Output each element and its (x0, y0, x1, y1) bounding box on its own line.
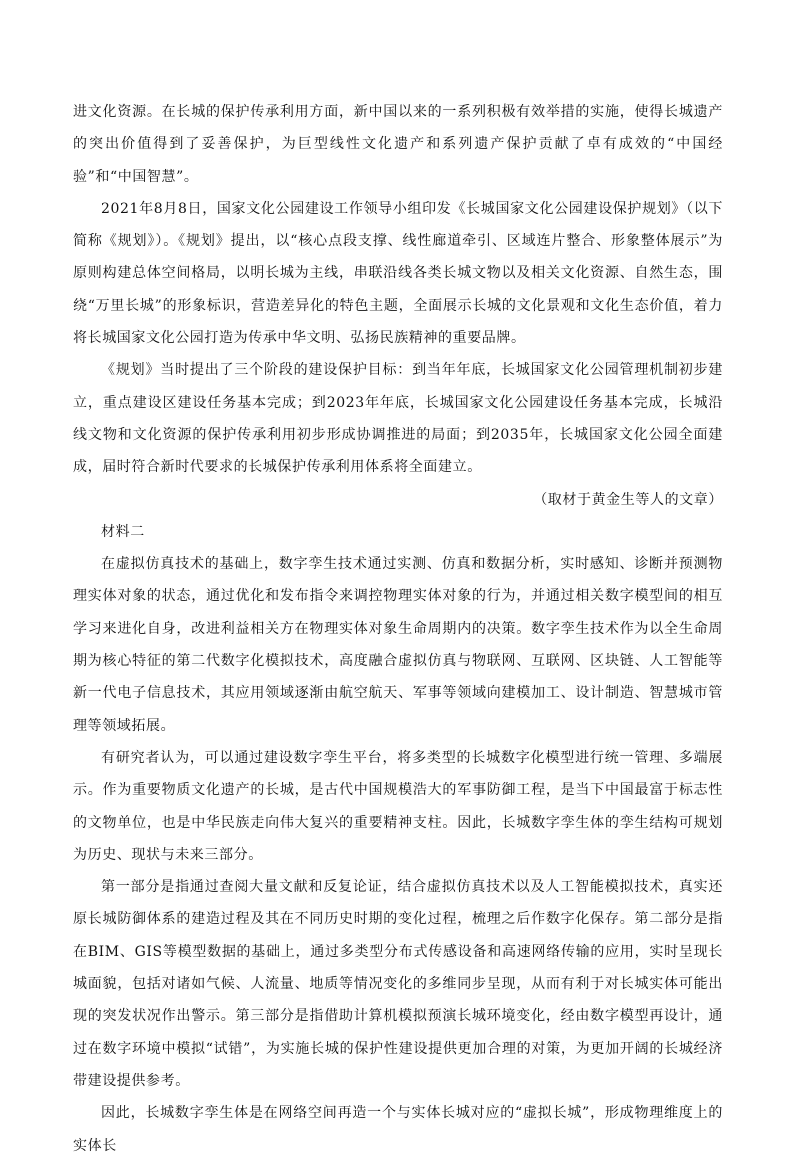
paragraph-digital-twin-tech: 在虚拟仿真技术的基础上，数字孪生技术通过实测、仿真和数据分析，实时感知、诊断并预测物理实体对象的状态，通过优化和发布指令来调控物理实体对象的行为，并通过相关数字模型间的相互学习来进化自身，改进利益相关方在物理实体对象生命周期内的决策。数字孪生技术作为以全生命周期为核心特征的第二代数字化模拟技术，高度融合虚拟仿真与物联网、互联网、区块链、人工智能等新一代电子信息技术，其应用领域逐渐由航空航天、军事等领域向建模加工、设计制造、智慧城市管理等领域拓展。 (73, 556, 723, 734)
paragraph-digital-twin-platform: 有研究者认为，可以通过建设数字孪生平台，将多类型的长城数字化模型进行统一管理、多端展示。作为重要物质文化遗产的长城，是古代中国规模浩大的军事防御工程，是当下中国最富于标志性的文物单位，也是中华民族走向伟大复兴的重要精神支柱。因此，长城数字孪生体的孪生结构可规划为历史、现状与未来三部分。 (73, 749, 723, 863)
paragraph-continued: 进文化资源。在长城的保护传承利用方面，新中国以来的一系列积极有效举措的实施，使得长城遗产的突出价值得到了妥善保护，为巨型线性文化遗产和系列遗产保护贡献了卓有成效的“中国经验”和“中国智慧”。 (73, 104, 723, 185)
paragraph-plan-issued: 2021年8月8日，国家文化公园建设工作领导小组印发《长城国家文化公园建设保护规划》（以下简称《规划》）。《规划》提出，以“核心点段支撑、线性廊道牵引、区域连片整合、形象整体展示”为原则构建总体空间格局，以明长城为主线，串联沿线各类长城文物以及相关文化资源、自然生态，围绕“万里长城”的形象标识，营造差异化的特色主题，全面展示长城的文化景观和文化生态价值，着力将长城国家文化公园打造为传承中华文明、弘扬民族精神的重要品牌。 (73, 200, 723, 347)
paragraph-three-parts: 第一部分是指通过查阅大量文献和反复论证，结合虚拟仿真技术以及人工智能模拟技术，真实还原长城防御体系的建造过程及其在不同历史时期的变化过程，梳理之后作数字化保存。第二部分是指在BIM、GIS等模型数据的基础上，通过多类型分布式传感设备和高速网络传输的应用，实时呈现长城面貌，包括对诸如气候、人流量、地质等情况变化的多维同步呈现，从而有利于对长城实体可能出现的突发状况作出警示。第三部分是指借助计算机模拟预演长城环境变化，经由数字模型再设计，通过在数字环境中模拟“试错”，为实施长城的保护性建设提供更加合理的对策，为更加开阔的长城经济带建设提供参考。 (73, 879, 723, 1089)
source-attribution: （取材于黄金生等人的文章） (533, 491, 723, 508)
paragraph-plan-goals: 《规划》当时提出了三个阶段的建设保护目标：到当年年底，长城国家文化公园管理机制初步建立，重点建设区建设任务基本完成；到2023年年底，长城国家文化公园建设任务基本完成，长城沿线文物和文化资源的保护传承利用初步形成协调推进的局面；到2035年，长城国家文化公园全面建成，届时符合新时代要求的长城保护传承利用体系将全面建立。 (73, 362, 723, 476)
paragraph-virtual-great-wall: 因此，长城数字孪生体是在网络空间再造一个与实体长城对应的“虚拟长城”，形成物理维度上的实体长 (73, 1105, 723, 1154)
document-page (73, 96, 723, 1162)
material-two-heading: 材料二 (101, 523, 145, 540)
